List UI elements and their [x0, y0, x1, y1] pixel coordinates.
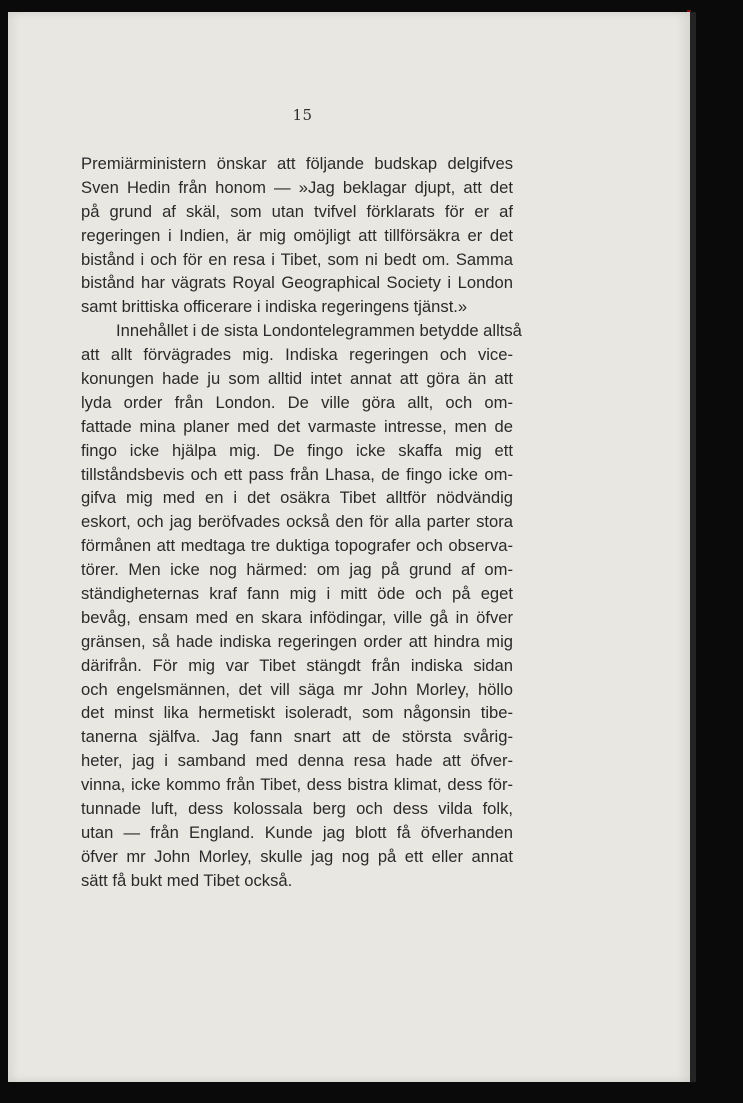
text-line: Premiärministern önskar att följande budskap delgifves — [81, 154, 513, 173]
text-line: och engelsmännen, det vill säga mr John Morley, höllo — [81, 679, 513, 699]
text-line: bistånd i och för en resa i Tibet, som ni bedt om. Samma — [81, 249, 513, 269]
text-line: förmånen att medtaga tre duktiga topografer och observa- — [81, 536, 513, 556]
text-line: regeringen i Indien, är mig omöjligt att tillförsäkra er det — [81, 225, 513, 245]
text-line: törer. Men icke nog härmed: om jag på grund af om- — [81, 560, 513, 580]
text-line: samt brittiska officerare i indiska regeringens tjänst.» — [81, 297, 468, 317]
text-line: gifva mig med en i det osäkra Tibet alltför nödvändig — [81, 488, 513, 508]
text-line: därifrån. För mig var Tibet stängdt från indiska sidan — [81, 655, 513, 675]
body-text — [81, 152, 522, 893]
text-line: fattade mina planer med det varmaste intresse, men de — [81, 416, 513, 436]
page-number: 15 — [292, 106, 313, 124]
text-line: Sven Hedin från honom — »Jag beklagar djupt, att det — [81, 177, 513, 197]
text-line: Innehållet i de sista Londontelegrammen betydde alltså — [116, 321, 522, 341]
text-line: gränsen, så hade indiska regeringen order att hindra mig — [81, 631, 513, 651]
text-line: vinna, icke kommo från Tibet, dess bistra klimat, dess för- — [81, 775, 513, 795]
text-line: heter, jag i samband med denna resa hade att öfver- — [81, 751, 513, 771]
text-line: tillståndsbevis och ett pass från Lhasa, de fingo icke om- — [81, 464, 513, 484]
text-line: utan — från England. Kunde jag blott få öfverhanden — [81, 822, 513, 842]
text-line: öfver mr John Morley, skulle jag nog på ett eller annat — [81, 846, 513, 866]
text-line: att allt förvägrades mig. Indiska regeringen och vice- — [81, 345, 513, 365]
text-line: bevåg, ensam med en skara infödingar, ville gå in öfver — [81, 607, 513, 627]
text-line: på grund af skäl, som utan tvifvel förklarats för er af — [81, 201, 513, 221]
text-line: fingo icke hjälpa mig. De fingo icke skaffa mig ett — [81, 440, 513, 460]
text-line: tanerna själfva. Jag fann snart att de största svårig- — [81, 727, 513, 747]
text-line: ständigheternas kraf fann mig i mitt öde och på eget — [81, 584, 513, 604]
text-line: eskort, och jag beröfvades också den för alla parter stora — [81, 512, 513, 532]
text-line: bistånd har vägrats Royal Geographical Society i London — [81, 273, 513, 293]
text-line: konungen hade ju som alltid intet annat att göra än att — [81, 369, 513, 389]
text-line: tunnade luft, dess kolossala berg och dess vilda folk, — [81, 799, 513, 819]
text-line: lyda order från London. De ville göra allt, och om- — [81, 392, 513, 412]
text-line: sätt få bukt med Tibet också. — [81, 870, 293, 890]
book-page — [8, 12, 690, 1082]
book-edge-shadow — [690, 12, 696, 1082]
text-line: det minst lika hermetiskt isoleradt, som någonsin tibe- — [81, 703, 513, 723]
